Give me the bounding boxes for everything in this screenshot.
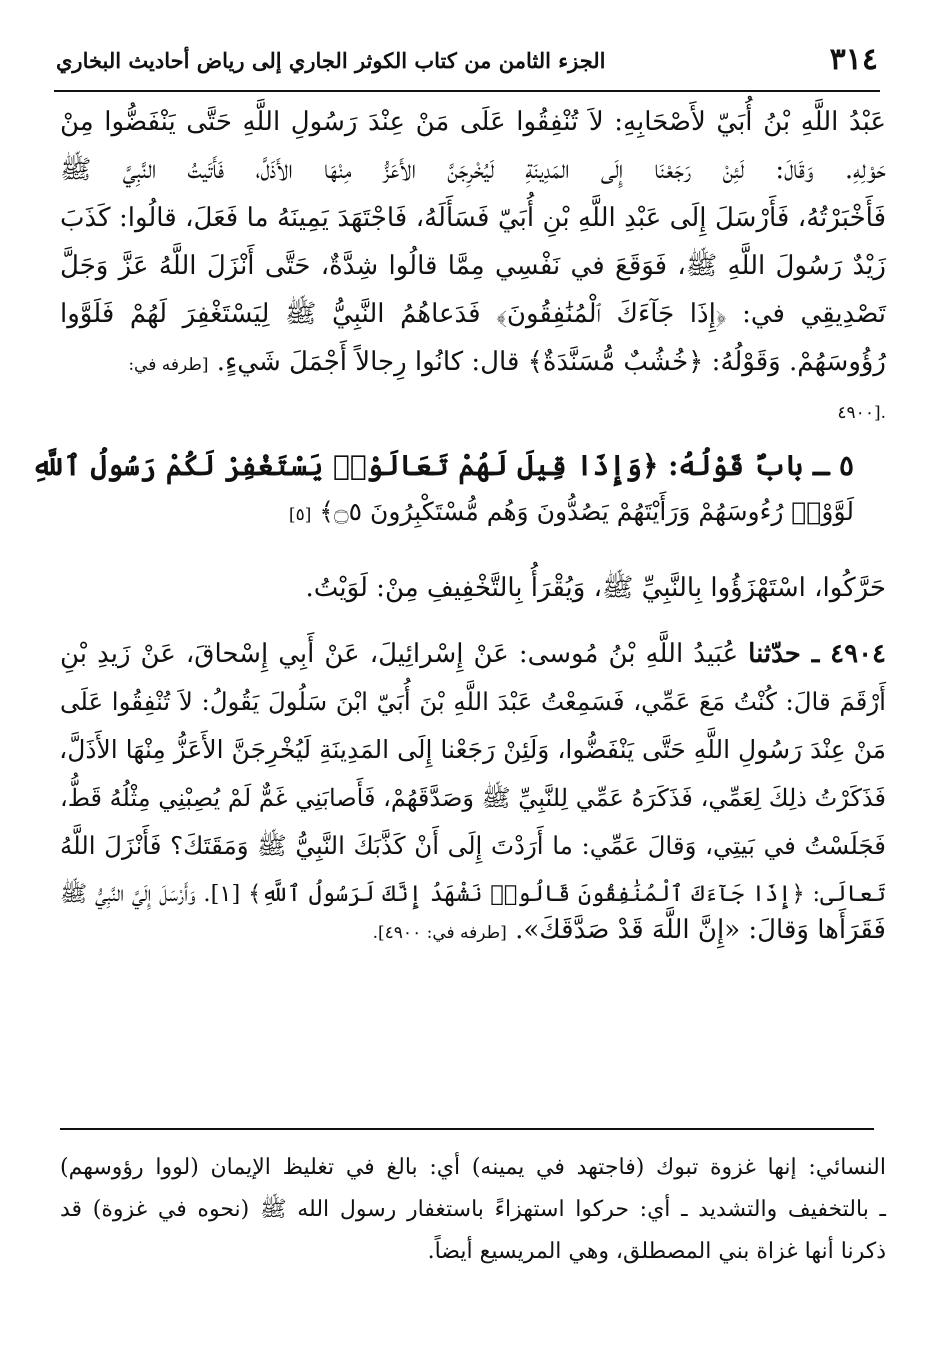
verse-number: [٥]: [288, 505, 312, 525]
hadith-last-line: [373, 908, 886, 955]
text-line: فَأَخْبَرْتُهُ، فَأَرْسَلَ إِلَى عَبْدِ اللَّهِ بْنِ أُبَيّ فَسَأَلَهُ، فَاجْتَهَدَ يَمِينَهُ ما فَعَلَ، قالُوا: كَذَبَ: [60, 203, 886, 233]
cross-reference-number: .[٤٩٠٠: [837, 403, 886, 423]
footnote-line: النسائي: إنها غزوة تبوك (فاجتهد في يمينه) أي: بالغ في تغليظ الإيمان (لووا رؤوسهم): [60, 1155, 886, 1180]
cross-reference: [طرفه في: ٤٩٠٠].: [372, 923, 507, 943]
chapter-heading: ٥ ـ بابٌ قَوْلُهُ: ﴿وَإِذَا قِيلَ لَهُمْ تَعَالَوْا۟ يَسْتَغْفِرْ لَكُمْ رَسُولُ ٱللَّهِ: [31, 449, 854, 482]
text-line: عَبْدُ اللَّهِ بْنُ أُبَيّ لأَصْحَابِهِ: لاَ تُنْفِقُوا عَلَى مَنْ عِنْدَ رَسُولِ اللَّهِ حَتَّى يَنْفَضُّوا مِنْ: [60, 107, 886, 137]
page-number: ٣١٤: [829, 42, 878, 77]
footnote-line: ذكرنا أنها غزاة بني المصطلق، وهي المريسيع أيضاً.: [427, 1239, 886, 1264]
footnote-line: ـ بالتخفيف والتشديد ـ أي: حركوا استهزاءً باستغفار رسول الله ﷺ (نحوه في غزوة) قد: [60, 1197, 886, 1222]
tafsir-line: حَرَّكُوا، اسْتَهْزَؤُوا بِالنَّبِيِّ ﷺ، وَيُقْرَأُ بِالتَّخْفِيفِ مِنْ: لَوَيْتُ.: [305, 573, 886, 603]
chapter-heading-verse: [289, 490, 854, 537]
text-line: فَجَلَسْتُ في بَيتِي، وَقالَ عَمِّي: ما أَرَدْتَ إِلَى أَنْ كَذَّبَكَ النَّبِيُّ ﷺ وَمَقَتَكَ؟ فَأَنْزَلَ اللَّهُ: [60, 831, 886, 860]
text-line: مَنْ عِنْدَ رَسُولِ اللَّهِ حَتَّى يَنْفَضُّوا، وَلَئِنْ رَجَعْنا إِلَى المَدِينَةِ لَيُخْرِجَنَّ الأَعَزُّ مِنْهَا الأَذَلَّ،: [59, 735, 886, 764]
text-line: تَعالَى: ﴿إِذَا جَآءَكَ ٱلْمُنَٰفِقُونَ قَالُوا۟ نَشْهَدُ إِنَّكَ لَرَسُولُ ٱللَّهِ﴾ [١]. وَأَرْسَلَ إِلَيَّ النَّبِيُّ ﷺ: [60, 881, 886, 907]
page-header: [54, 38, 880, 92]
footnote-divider: [60, 1128, 874, 1130]
text-line: زَيْدٌ رَسُولَ اللَّهِ ﷺ، فَوَقَعَ في نَفْسِي مِمَّا قالُوا شِدَّةٌ، حَتَّى أَنْزَلَ اللَّهُ عَزَّ وَجَلَّ: [60, 251, 886, 281]
running-title: الجزء الثامن من كتاب الكوثر الجاري إلى رياض أحاديث البخاري: [56, 48, 606, 73]
text-line: أَرْقَمَ قالَ: كُنْتُ مَعَ عَمِّي، فَسَمِعْتُ عَبْدَ اللَّهِ بْنَ أُبَيّ ابْنَ سَلُولَ يَقُولُ: لاَ تُنْفِقُوا عَلَى: [60, 687, 886, 716]
text-line: فَذَكَرْتُ ذلِكَ لِعَمِّي، فَذَكَرَهُ عَمِّي لِلنَّبِيِّ ﷺ وَصَدَّقَهُمْ، فَأَصابَنِي غَمٌّ لَمْ يُصِبْنِي مِثْلُهُ قَطُّ،: [60, 784, 886, 812]
text-span: رُؤُوسَهُمْ. وَقَوْلُهُ: ﴿خُشُبٌ مُّسَنَّدَةٌ﴾ قال: كانُوا رِجالاً أَجْمَلَ شَيءٍ.: [216, 347, 886, 377]
text-line: حَوْلِهِ. وَقَالَ: لَئِنْ رَجَعْنَا إِلَى المَدِينَةِ لَيُخْرِجَنَّ الأَعَزُّ مِنْهَا الأَذَلَّ، فَأَتَيتُ النَّبِيَّ ﷺ: [60, 155, 886, 185]
hadith-number: ٤٩٠٤ ـ حدّثنا: [748, 639, 886, 669]
cross-reference: [طرفه في:: [128, 355, 209, 375]
cross-reference: [837, 388, 886, 435]
text-line: تَصْدِيقِي في: ﴿إِذَا جَآءَكَ ٱلْمُنَٰفِقُونَ﴾ فَدَعاهُمُ النَّبِيُّ ﷺ لِيَسْتَغْفِرَ لَهُمْ فَلَوَّوا: [60, 299, 886, 329]
text-span: فَقَرَأَها وَقالَ: «إِنَّ اللَّهَ قَدْ صَدَّقَكَ».: [515, 915, 886, 945]
text-span: عُبَيدُ اللَّهِ بْنُ مُوسى: عَنْ إِسْرائِيلَ، عَنْ أَبِي إِسْحاقَ، عَنْ زَيدِ بْنِ: [60, 639, 739, 669]
text-line: [60, 340, 886, 387]
hadith-first-line: [60, 632, 886, 676]
quran-verse: لَوَّوْا۟ رُءُوسَهُمْ وَرَأَيْتَهُمْ يَصُدُّونَ وَهُم مُّسْتَكْبِرُونَ ۝٥﴾: [319, 497, 854, 526]
